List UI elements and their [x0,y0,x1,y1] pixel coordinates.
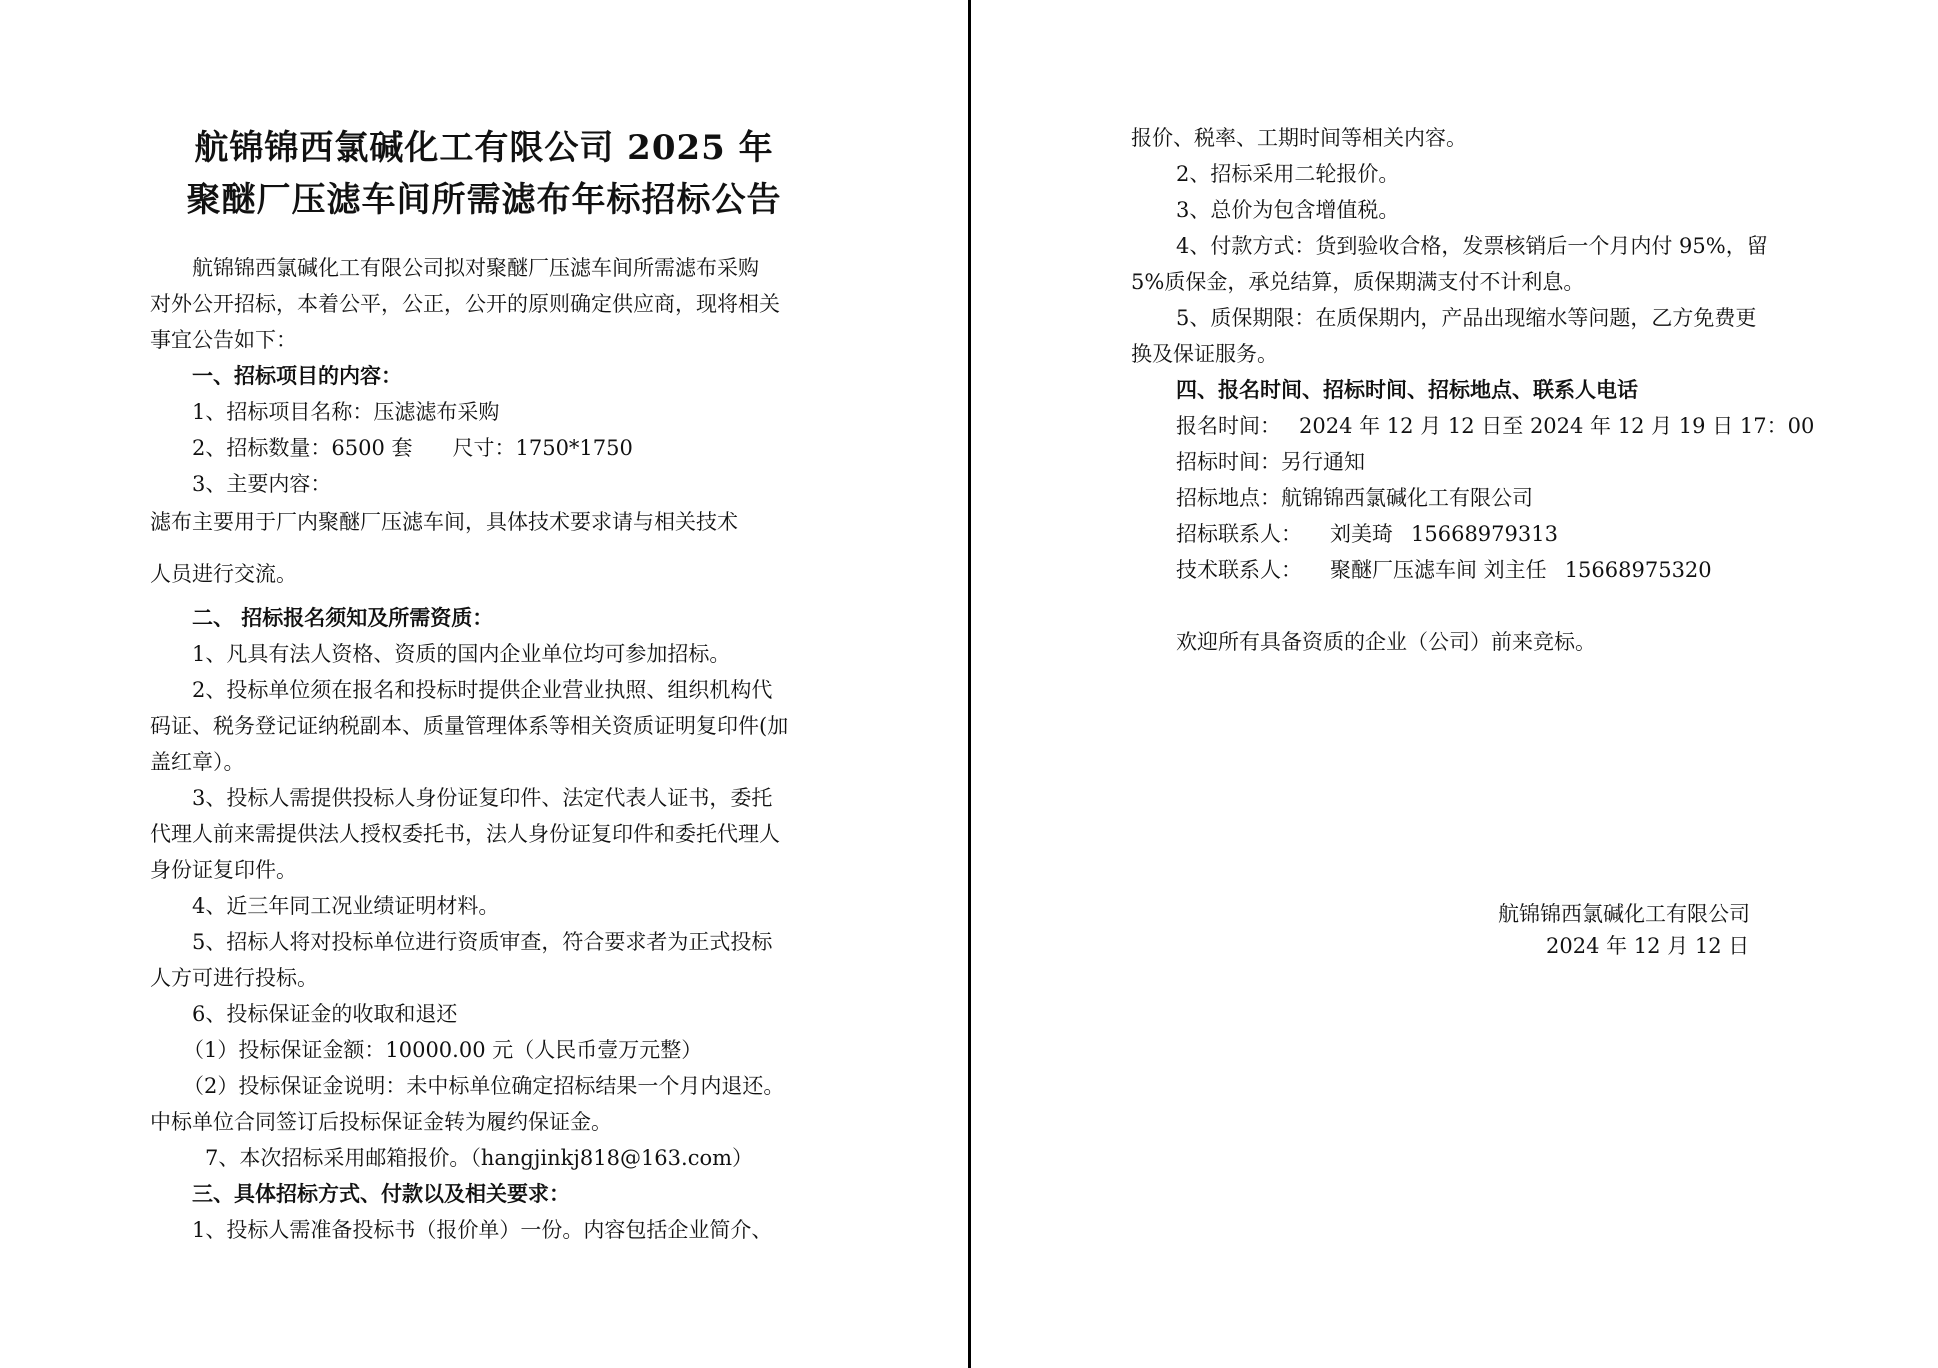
bid-contact [1176,520,1558,548]
s2-para-3-line-2: 代理人前来需提供法人授权委托书，法人身份证复印件和委托代理人 [150,822,780,846]
section-4-heading: 四、报名时间、招标时间、招标地点、联系人电话 [1176,377,1638,402]
bid-place: 招标地点：航锦锦西氯碱化工有限公司 [1176,486,1533,510]
section-3-heading: 三、具体招标方式、付款以及相关要求： [192,1181,570,1206]
left-page [0,0,968,1368]
tech-contact-name: 聚醚厂压滤车间 刘主任 [1330,558,1547,582]
section-1-heading: 一、招标项目的内容： [192,363,402,388]
intro-line-2: 对外公开招标，本着公平，公正，公开的原则确定供应商，现将相关 [150,292,780,316]
s2-para-6-sub-2-line-1: （2）投标保证金说明：未中标单位确定招标结果一个月内退还。 [183,1074,785,1098]
registration-time-label: 报名时间： [1176,414,1281,438]
bid-contact-name: 刘美琦 [1330,522,1393,546]
bid-time: 招标时间：另行通知 [1176,450,1365,474]
s2-para-6: 6、投标保证金的收取和退还 [192,1002,458,1026]
s3-para-1: 1、投标人需准备投标书（报价单）一份。内容包括企业简介、 [192,1218,773,1242]
registration-time [1176,412,1814,440]
right-page [976,0,1938,1368]
bid-contact-phone: 15668979313 [1411,522,1558,546]
s2-para-6-sub-2-line-2: 中标单位合同签订后投标保证金转为履约保证金。 [150,1110,612,1134]
s2-para-7: 7、本次招标采用邮箱报价。（hangjinkj818@163.com） [205,1146,754,1170]
s2-para-4: 4、近三年同工况业绩证明材料。 [192,894,500,918]
s1-item-2-size: 尺寸：1750*1750 [452,436,633,460]
s1-detail-2: 人员进行交流。 [150,562,297,586]
s2-para-2-line-1: 2、投标单位须在报名和投标时提供企业营业执照、组织机构代 [192,678,773,702]
s2-para-3-line-3: 身份证复印件。 [150,858,297,882]
s3-para-5-line-2: 换及保证服务。 [1131,342,1278,366]
signature-company: 航锦锦西氯碱化工有限公司 [1498,902,1750,926]
s3-para-3: 3、总价为包含增值税。 [1176,198,1400,222]
tech-contact-label: 技术联系人： [1176,558,1302,582]
s3-para-2: 2、招标采用二轮报价。 [1176,162,1400,186]
s1-item-2-qty: 2、招标数量：6500 套 [192,436,413,460]
s1-detail-1: 滤布主要用于厂内聚醚厂压滤车间，具体技术要求请与相关技术 [150,510,738,534]
s2-para-2-line-3: 盖红章）。 [150,750,245,774]
s2-para-3-line-1: 3、投标人需提供投标人身份证复印件、法定代表人证书，委托 [192,786,773,810]
intro-line-3: 事宜公告如下： [150,328,297,352]
s1-item-2 [192,434,633,462]
registration-time-value: 2024 年 12 月 12 日至 2024 年 12 月 19 日 17：00 [1299,414,1815,438]
doc-title-line1: 航锦锦西氯碱化工有限公司 2025 年 [194,128,774,168]
signature-date: 2024 年 12 月 12 日 [1546,934,1750,958]
s1-item-1: 1、招标项目名称：压滤滤布采购 [192,400,500,424]
s2-para-2-line-2: 码证、税务登记证纳税副本、质量管理体系等相关资质证明复印件(加 [150,714,789,738]
s3-para-1-cont: 报价、税率、工期时间等相关内容。 [1131,126,1467,150]
welcome-text: 欢迎所有具备资质的企业（公司）前来竞标。 [1176,630,1596,654]
s3-para-4-line-1: 4、付款方式：货到验收合格，发票核销后一个月内付 95%，留 [1176,234,1768,258]
tech-contact-phone: 15668975320 [1564,558,1712,582]
tech-contact [1176,556,1712,584]
s2-para-5-line-2: 人方可进行投标。 [150,966,318,990]
doc-title-line2: 聚醚厂压滤车间所需滤布年标招标公告 [186,180,782,220]
s1-item-3: 3、主要内容： [192,472,332,496]
bid-contact-label: 招标联系人： [1176,522,1302,546]
intro-line-1: 航锦锦西氯碱化工有限公司拟对聚醚厂压滤车间所需滤布采购 [192,256,759,280]
page-divider [968,0,971,1368]
s3-para-5-line-1: 5、质保期限：在质保期内，产品出现缩水等问题，乙方免费更 [1176,306,1757,330]
section-2-heading: 二、 招标报名须知及所需资质： [192,605,494,630]
s2-para-5-line-1: 5、招标人将对投标单位进行资质审查，符合要求者为正式投标 [192,930,773,954]
s2-para-1: 1、凡具有法人资格、资质的国内企业单位均可参加招标。 [192,642,731,666]
s2-para-6-sub-1: （1）投标保证金额：10000.00 元（人民币壹万元整） [183,1038,703,1062]
s3-para-4-line-2: 5%质保金，承兑结算，质保期满支付不计利息。 [1131,270,1585,294]
